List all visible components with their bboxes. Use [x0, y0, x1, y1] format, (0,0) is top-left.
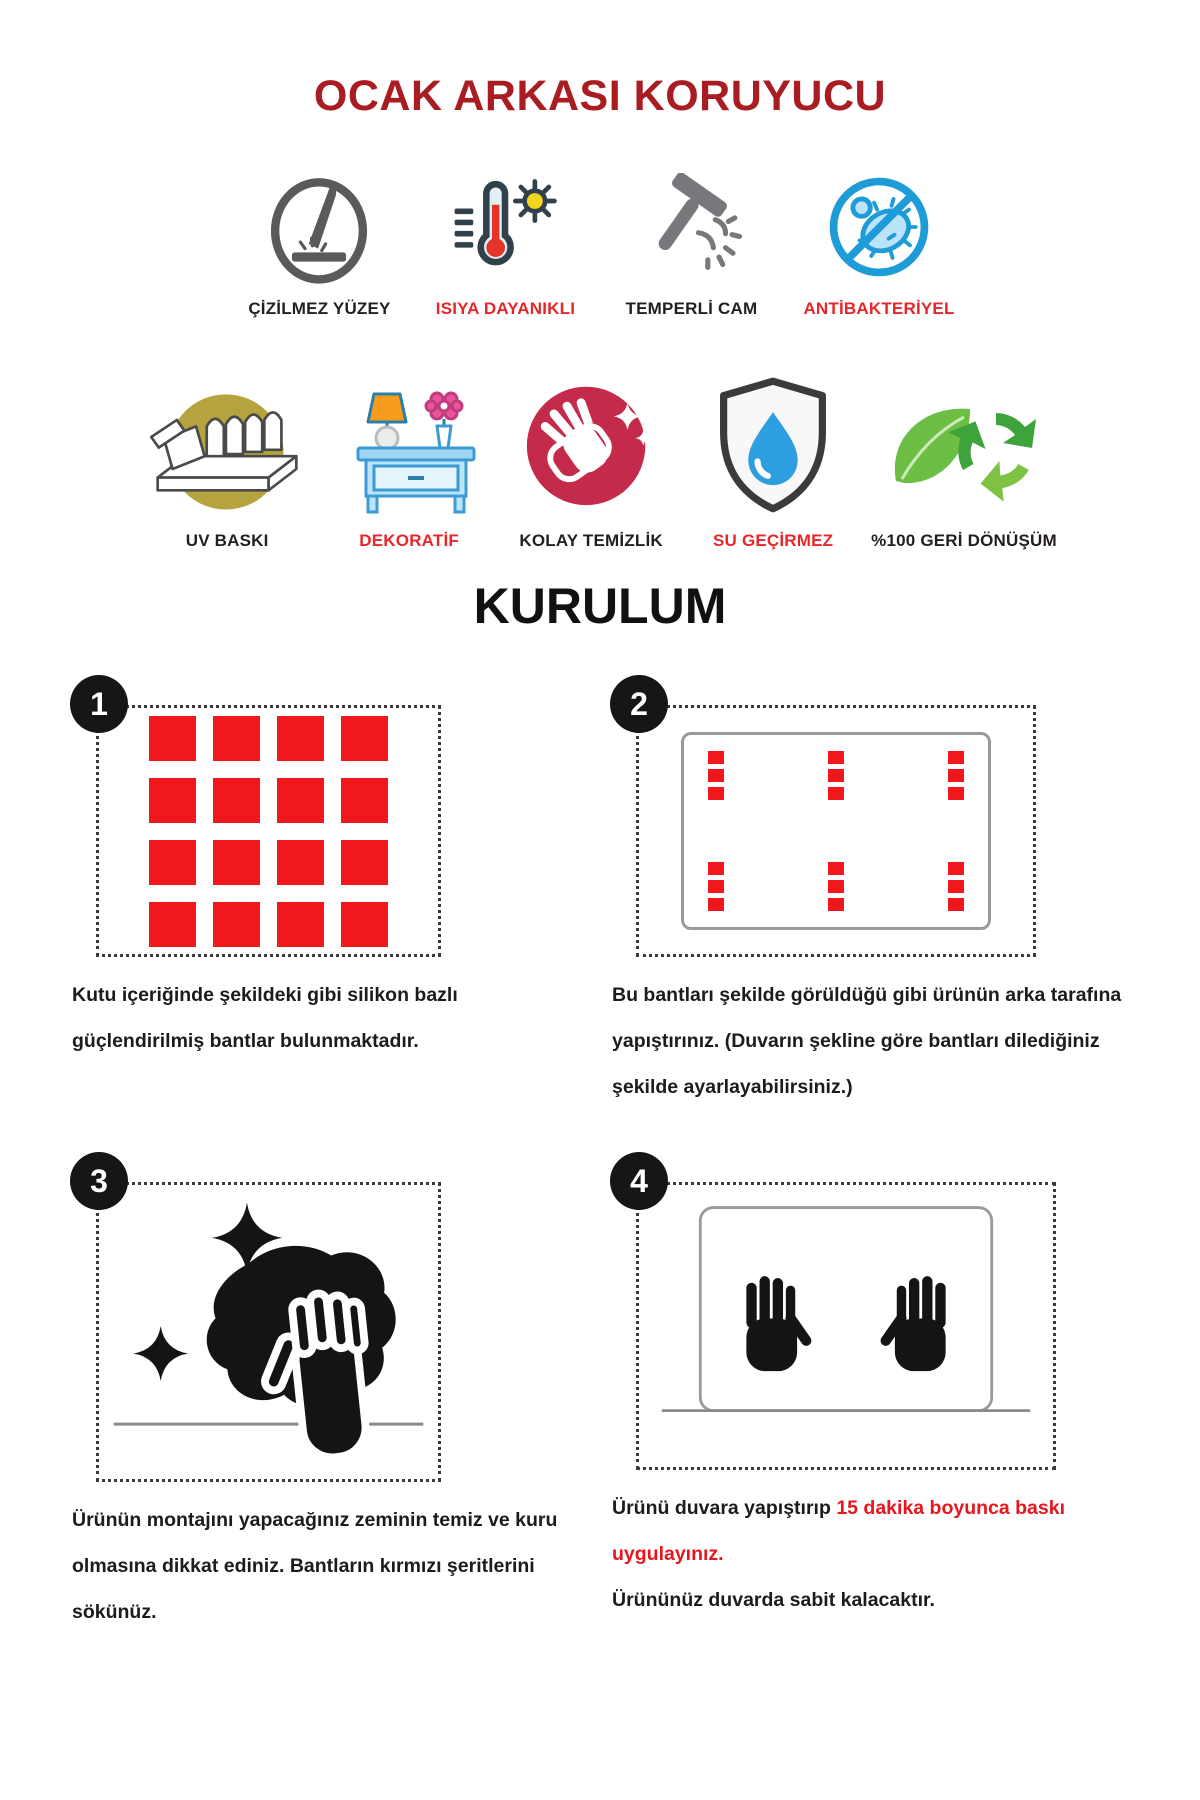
- feature-label: UV BASKI: [185, 531, 269, 550]
- feature-recycle: [871, 365, 1057, 551]
- step-2: [610, 675, 1130, 1110]
- decorative-icon: [334, 365, 484, 517]
- feature-label: SU GEÇİRMEZ: [713, 531, 834, 550]
- step-4-badge: 4: [610, 1152, 668, 1210]
- feature-label: KOLAY TEMİZLİK: [519, 531, 663, 550]
- feature-uv-print: [143, 365, 311, 551]
- step-1-caption: Kutu içeriğinde şekildeki gibi silikon bazlı güçlendirilmiş bantlar bulunmaktadır.: [72, 984, 458, 1052]
- step-1-badge: 1: [70, 675, 128, 733]
- step-2-caption: Bu bantları şekilde görüldüğü gibi ürünün arka tarafına yapıştırınız. (Duvarın şekline göre bantları dilediğiniz şekilde ayarlayabilirsiniz.): [612, 984, 1122, 1098]
- waterproof-icon: [706, 365, 840, 517]
- installation-steps: [70, 675, 1130, 1636]
- recycle-icon: [882, 365, 1047, 517]
- step-2-badge: 2: [610, 675, 668, 733]
- feature-decorative: [325, 365, 493, 551]
- tape-grid: [149, 716, 388, 947]
- product-back-panel: [681, 732, 991, 930]
- press-hands-illustration: [639, 1185, 1053, 1467]
- section-heading: KURULUM: [473, 578, 727, 634]
- step-3-caption: Ürünün montajını yapacağınız zeminin temiz ve kuru olmasına dikkat ediniz. Bantların kırmızı şeritlerini sökünüz.: [72, 1509, 558, 1624]
- feature-tempered-glass: [617, 163, 765, 319]
- step-3-illustration: [96, 1182, 441, 1482]
- feature-label: ANTİBAKTERİYEL: [803, 299, 955, 318]
- tempered-glass-icon: [635, 163, 747, 285]
- step-1-illustration: [96, 705, 441, 957]
- feature-scratch-proof: [245, 163, 393, 319]
- step-3: [70, 1152, 565, 1635]
- feature-label: TEMPERLİ CAM: [625, 299, 758, 318]
- heat-resistant-icon: [449, 163, 561, 285]
- feature-easy-clean: [507, 365, 675, 551]
- step-1: [70, 675, 565, 1110]
- uv-print-icon: [147, 365, 307, 517]
- feature-waterproof: [689, 365, 857, 551]
- step-4-illustration: [636, 1182, 1056, 1470]
- feature-label: ÇİZİLMEZ YÜZEY: [248, 299, 391, 318]
- scratch-proof-icon: [263, 163, 375, 285]
- step-4-caption-black1: Ürünü duvara yapıştırıp: [612, 1497, 837, 1520]
- antibacterial-icon: [821, 163, 937, 285]
- feature-row-1: [0, 163, 1200, 319]
- feature-heat-resistant: [431, 163, 579, 319]
- step-4-caption-black2: Ürününüz duvarda sabit kalacaktır.: [612, 1589, 935, 1612]
- step-4-caption: [612, 1486, 1130, 1623]
- step-3-badge: 3: [70, 1152, 128, 1210]
- feature-label: %100 GERİ DÖNÜŞÜM: [871, 531, 1057, 550]
- cleaning-hand-illustration: [99, 1185, 438, 1479]
- step-4: [610, 1152, 1130, 1635]
- feature-label: DEKORATİF: [359, 531, 459, 550]
- easy-clean-icon: [517, 365, 665, 517]
- step-4-caption-red: 15 dakika boyunca baskı uygulayınız.: [612, 1497, 1066, 1566]
- page-title: OCAK ARKASI KORUYUCU: [313, 72, 887, 120]
- feature-row-2: [0, 365, 1200, 551]
- feature-antibacterial: [803, 163, 954, 319]
- feature-label: ISIYA DAYANIKLI: [435, 299, 576, 318]
- step-2-illustration: [636, 705, 1036, 957]
